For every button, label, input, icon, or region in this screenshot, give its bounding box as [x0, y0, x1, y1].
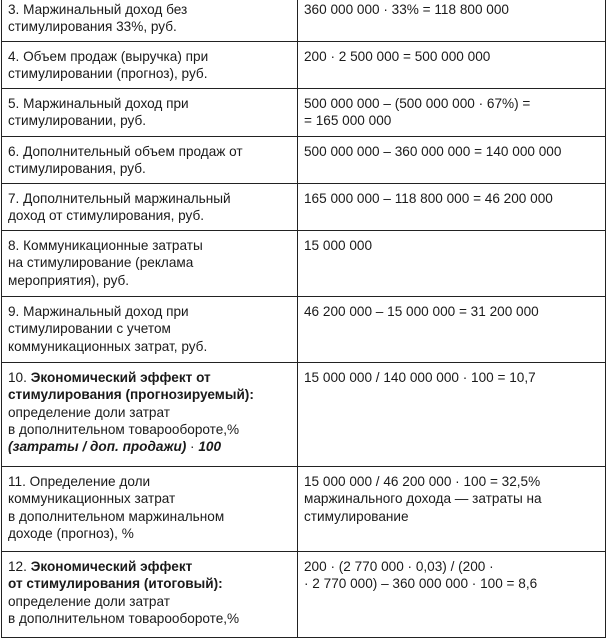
formula-operator: ·	[186, 439, 199, 455]
indicator-text: 11. Определение доли	[8, 473, 151, 489]
indicator-title-bold: Экономический эффект от	[30, 369, 211, 385]
indicator-text: в дополнительном маржинальном	[8, 508, 225, 524]
indicator-cell	[2, 183, 298, 230]
calculation-cell	[298, 88, 606, 136]
calculation-cell	[298, 136, 606, 183]
indicator-text: 6. Дополнительный объем продаж от	[8, 143, 243, 159]
calculation-text: 15 000 000 / 46 200 000 · 100 = 32,5%	[304, 473, 541, 489]
indicator-text: стимулировании с учетом	[8, 321, 171, 337]
indicator-text: 7. Дополнительный маржинальный	[8, 190, 231, 206]
indicator-text: коммуникационных затрат	[8, 491, 176, 507]
indicator-text: стимулирования, руб.	[8, 161, 146, 177]
calculation-text: · 2 770 000) – 360 000 000 · 100 = 8,6	[304, 576, 538, 592]
calculation-text: 200 · (2 770 000 · 0,03) / (200 ·	[304, 558, 494, 574]
calculation-text: 500 000 000 – 360 000 000 = 140 000 000	[304, 143, 562, 159]
table-row	[2, 466, 606, 551]
formula-bold-italic: 100	[198, 439, 222, 455]
indicator-title	[8, 386, 293, 403]
indicator-text: доход от стимулирования, руб.	[8, 208, 205, 224]
indicator-title-colon: :	[249, 387, 254, 403]
indicator-title	[8, 369, 293, 386]
calculation-cell	[298, 551, 606, 637]
calculation-cell	[298, 362, 606, 466]
calculation-text: маржинального дохода — затраты на	[304, 491, 542, 507]
table-row	[2, 88, 606, 136]
table-row	[2, 362, 606, 466]
indicator-title-bold: стимулирования (прогнозируемый)	[8, 387, 250, 403]
indicator-cell	[2, 41, 298, 88]
calculation-cell	[298, 41, 606, 88]
indicator-cell	[2, 230, 298, 296]
indicator-cell	[2, 551, 298, 637]
calculation-cell	[298, 0, 606, 41]
table-row	[2, 551, 606, 637]
indicator-cell	[2, 0, 298, 41]
indicator-text: 9. Маржинальный доход при	[8, 303, 189, 319]
table-row	[2, 230, 606, 296]
calculation-text: 200 · 2 500 000 = 500 000 000	[304, 48, 491, 64]
indicator-text: коммуникационных затрат, руб.	[8, 338, 208, 354]
calculation-text: 15 000 000	[304, 237, 373, 253]
indicator-cell	[2, 466, 298, 551]
indicator-text: стимулировании (прогноз), руб.	[8, 66, 208, 82]
indicator-formula	[8, 438, 293, 455]
indicator-text: определение доли затрат	[8, 593, 170, 609]
indicator-cell	[2, 88, 298, 136]
calculation-text: 15 000 000 / 140 000 000 · 100 = 10,7	[304, 369, 536, 385]
calculation-cell	[298, 466, 606, 551]
calculation-text: 165 000 000 – 118 800 000 = 46 200 000	[304, 190, 553, 206]
indicator-text: 8. Коммуникационные затраты	[8, 237, 203, 253]
calculation-text: 500 000 000 – (500 000 000 · 67%) =	[304, 95, 531, 111]
indicator-cell	[2, 296, 298, 362]
indicator-text: в дополнительном товарообороте,%	[8, 422, 240, 438]
indicator-number: 12.	[8, 558, 31, 574]
indicator-title-bold: Экономический эффект	[30, 558, 193, 574]
indicator-text: в дополнительном товарообороте,%	[8, 611, 240, 627]
indicator-number: 10.	[8, 369, 31, 385]
calculation-text: = 165 000 000	[304, 113, 392, 129]
indicator-title	[8, 558, 293, 575]
calculation-cell	[298, 230, 606, 296]
calculation-text: стимулирование	[304, 508, 409, 524]
indicator-title-bold: от стимулирования (итоговый):	[8, 576, 223, 592]
indicator-text: 4. Объем продаж (выручка) при	[8, 48, 209, 64]
indicator-cell	[2, 136, 298, 183]
formula-bold-italic: (затраты / доп. продажи)	[8, 439, 187, 455]
indicator-text: на стимулирование (реклама	[8, 255, 194, 271]
calculation-table	[1, 0, 606, 638]
indicator-text: определение доли затрат	[8, 404, 170, 420]
indicator-text: доходе (прогноз), %	[8, 526, 134, 542]
table-row	[2, 0, 606, 41]
table-row	[2, 136, 606, 183]
calculation-cell	[298, 296, 606, 362]
indicator-text: стимулирования 33%, руб.	[8, 19, 177, 35]
calculation-text: 46 200 000 – 15 000 000 = 31 200 000	[304, 303, 539, 319]
indicator-text: 3. Маржинальный доход без	[8, 2, 188, 17]
indicator-text: 5. Маржинальный доход при	[8, 95, 189, 111]
indicator-text: мероприятия), руб.	[8, 272, 130, 288]
calculation-text: 360 000 000 · 33% = 118 800 000	[304, 2, 509, 17]
calculation-cell	[298, 183, 606, 230]
table-row	[2, 41, 606, 88]
table-row	[2, 296, 606, 362]
table-row	[2, 183, 606, 230]
indicator-cell	[2, 362, 298, 466]
indicator-text: стимулировании, руб.	[8, 113, 147, 129]
